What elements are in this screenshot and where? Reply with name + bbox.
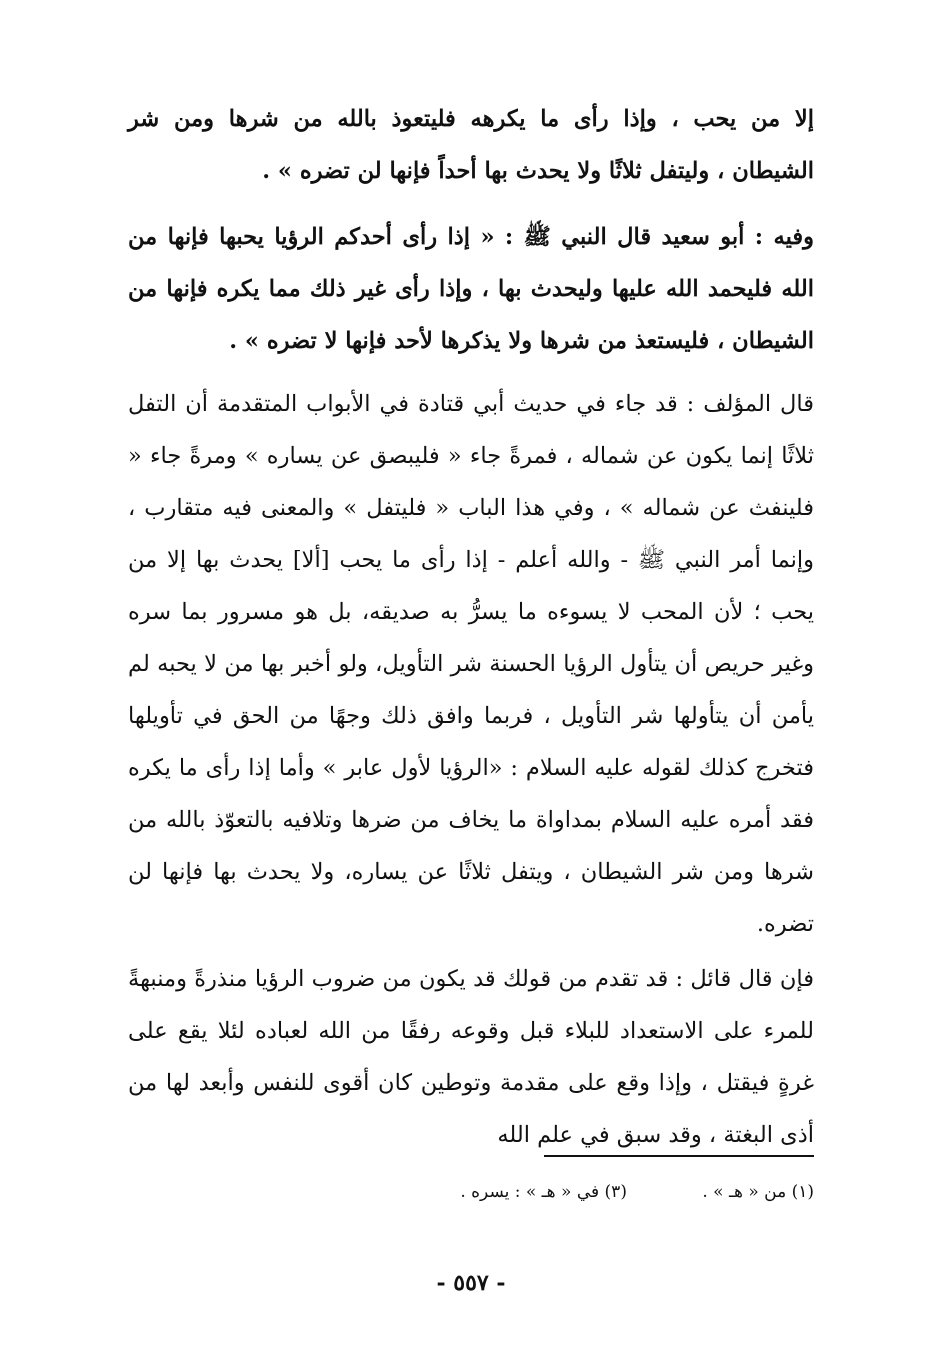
paragraph-author-commentary: قال المؤلف : قد جاء في حديث أبي قتادة في الأبواب المتقدمة أن التفل ثلاثًا إنما يكون عن شماله ، فمرةً جاء « فليبصق عن يساره » ومرةً جاء « فلينفث عن شماله » ، وفي هذا الباب « فليتفل » والمعنى فيه متقارب ، وإنما أمر النبي ﷺ - والله أعلم - إذا رأى ما يحب [ألا] يحدث بها إلا من يحب ؛ لأن المحب لا يسوءه ما يسرُّ به صديقه، بل هو مسرور بما سره وغير حريص أن يتأول الرؤيا الحسنة شر التأويل، ولو أخبر بها من لا يحبه لم يأمن أن يتأولها شر التأويل ، فربما وافق ذلك وجهًا من الحق في تأويلها فتخرج كذلك لقوله عليه السلام : «الرؤيا لأول عابر » وأما إذا رأى ما يكره فقد أمره عليه السلام بمداواة ما يخاف من ضرها وتلافيه بالتعوّذ بالله من شرها ومن شر الشيطان ، ويتفل ثلاثًا عن يساره، ولا يحدث بها فإنها لن تضره. <box>128 390 814 937</box>
paragraph-abu-said-hadith: وفيه : أبو سعيد قال النبي ﷺ : « إذا رأى أحدكم الرؤيا يحبها فإنها من الله فليحمد الله عليها وليحدث بها ، وإذا رأى غير ذلك مما يكره فإنها من الشيطان ، فليستعذ من شرها ولا يذكرها لأحد فإنها لا تضره » . <box>128 223 814 354</box>
footnote-1: (١) من « هـ » . <box>702 1182 814 1202</box>
footnote-divider <box>544 1155 814 1157</box>
paragraph-objection: فإن قال قائل : قد تقدم من قولك قد يكون من ضروب الرؤيا منذرةً ومنبهةً للمرء على الاستعداد للبلاء قبل وقوعه رفقًا من الله لعباده لئلا يقع على غرةٍ فيقتل ، وإذا وقع على مقدمة وتوطين كان أقوى للنفس وأبعد لها من أذى البغتة ، وقد سبق في علم الله <box>128 965 814 1148</box>
paragraph-hadith-continuation: إلا من يحب ، وإذا رأى ما يكرهه فليتعوذ بالله من شرها ومن شر الشيطان ، وليتفل ثلاثًا ولا يحدث بها أحداً فإنها لن تضره » . <box>128 105 814 184</box>
footnotes <box>460 1178 814 1206</box>
page-number: - ٥٥٧ - <box>436 1270 506 1296</box>
footnote-3: (٣) في « هـ » : يسره . <box>460 1182 627 1202</box>
